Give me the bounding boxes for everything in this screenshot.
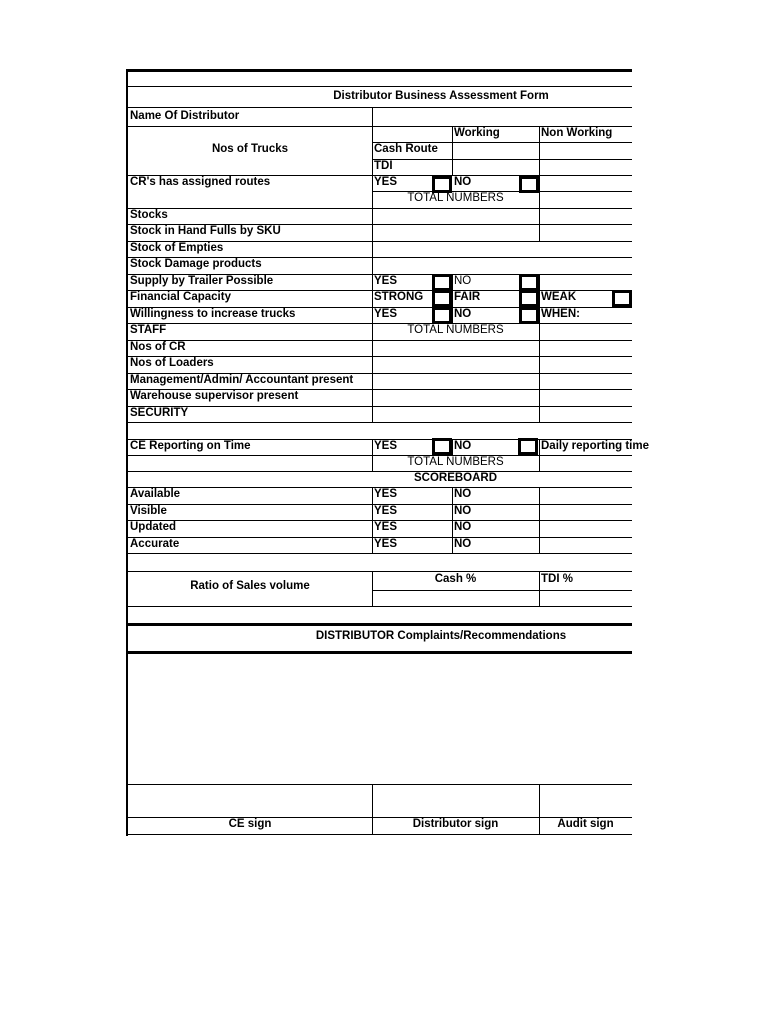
trailer-no: NO [454,275,472,287]
financial-fair: FAIR [454,291,481,303]
tdi-label: TDI [374,160,393,172]
willingness-no: NO [454,308,472,320]
tdi-percent-header: TDI % [541,573,573,585]
col-divider [539,487,540,553]
nos-of-cr-label: Nos of CR [130,341,186,353]
daily-reporting-time: Daily reporting time [541,440,649,452]
scoreboard-header: SCOREBOARD [413,472,498,484]
divider [372,590,632,591]
scoreboard-updated-no: NO [454,521,472,533]
stock-of-empties-label: Stock of Empties [130,242,224,254]
scoreboard-updated-label: Updated [130,521,176,533]
financial-label: Financial Capacity [130,291,231,303]
trailer-no-checkbox[interactable] [519,274,539,291]
divider [126,623,632,626]
divider [126,107,632,108]
divider [126,86,632,87]
audit-sign-label: Audit sign [557,818,614,830]
financial-strong-checkbox[interactable] [432,290,452,307]
nos-of-trucks-label: Nos of Trucks [211,143,289,155]
divider [126,422,632,423]
willingness-yes-checkbox[interactable] [432,307,452,324]
assessment-form [126,69,649,836]
stocks-header: Stocks [130,209,168,221]
scoreboard-available-label: Available [130,488,181,500]
trailer-yes: YES [374,275,398,287]
financial-fair-checkbox[interactable] [519,290,539,307]
scoreboard-available-yes: YES [374,488,398,500]
scoreboard-visible-no: NO [454,505,472,517]
divider [126,553,632,554]
stock-damage-label: Stock Damage products [130,258,262,270]
cr-routes-no: NO [454,176,472,188]
divider [126,784,632,785]
complaints-header: DISTRIBUTOR Complaints/Recommendations [315,630,567,642]
staff-header: STAFF [130,324,167,336]
col-divider [539,126,540,242]
non-working-header: Non Working [541,127,613,139]
staff-total-numbers: TOTAL NUMBERS [407,324,504,336]
scoreboard-accurate-label: Accurate [130,538,180,550]
ce-reporting-yes-checkbox[interactable] [432,438,452,455]
warehouse-label: Warehouse supervisor present [130,390,299,402]
scoreboard-accurate-yes: YES [374,538,398,550]
ce-reporting-label: CE Reporting on Time [130,440,251,452]
ce-reporting-no-checkbox[interactable] [518,438,538,455]
ratio-of-sales-label: Ratio of Sales volume [190,580,310,592]
scoreboard-accurate-no: NO [454,538,472,550]
financial-strong: STRONG [374,291,424,303]
scoreboard-visible-label: Visible [130,505,167,517]
ce-reporting-no: NO [454,440,472,452]
bottom-border [126,834,632,835]
cr-routes-yes: YES [374,176,398,188]
scoreboard-visible-yes: YES [374,505,398,517]
management-label: Management/Admin/ Accountant present [130,374,354,386]
name-of-distributor-label: Name Of Distributor [130,110,240,122]
financial-weak: WEAK [541,291,577,303]
willingness-when: WHEN: [541,308,580,320]
form-title: Distributor Business Assessment Form [333,90,549,102]
distributor-sign-label: Distributor sign [412,818,499,830]
scoreboard-available-no: NO [454,488,472,500]
financial-weak-checkbox[interactable] [612,290,632,307]
total-numbers-label: TOTAL NUMBERS [407,192,504,204]
willingness-label: Willingness to increase trucks [130,308,296,320]
cash-route-label: Cash Route [374,143,438,155]
willingness-no-checkbox[interactable] [519,307,539,324]
security-label: SECURITY [130,407,189,419]
nos-of-loaders-label: Nos of Loaders [130,357,214,369]
ce-reporting-yes: YES [374,440,398,452]
scoreboard-updated-yes: YES [374,521,398,533]
divider [126,651,632,654]
divider [126,606,632,607]
trailer-label: Supply by Trailer Possible [130,275,274,287]
total-numbers-label-2: TOTAL NUMBERS [407,456,504,468]
cash-percent-header: Cash % [434,573,477,585]
willingness-yes: YES [374,308,398,320]
cr-routes-label: CR's has assigned routes [130,176,271,188]
working-header: Working [454,127,500,139]
stock-in-hand-label: Stock in Hand Fulls by SKU [130,225,281,237]
trailer-yes-checkbox[interactable] [432,274,452,291]
ce-sign-label: CE sign [228,818,272,830]
top-border [126,69,632,72]
